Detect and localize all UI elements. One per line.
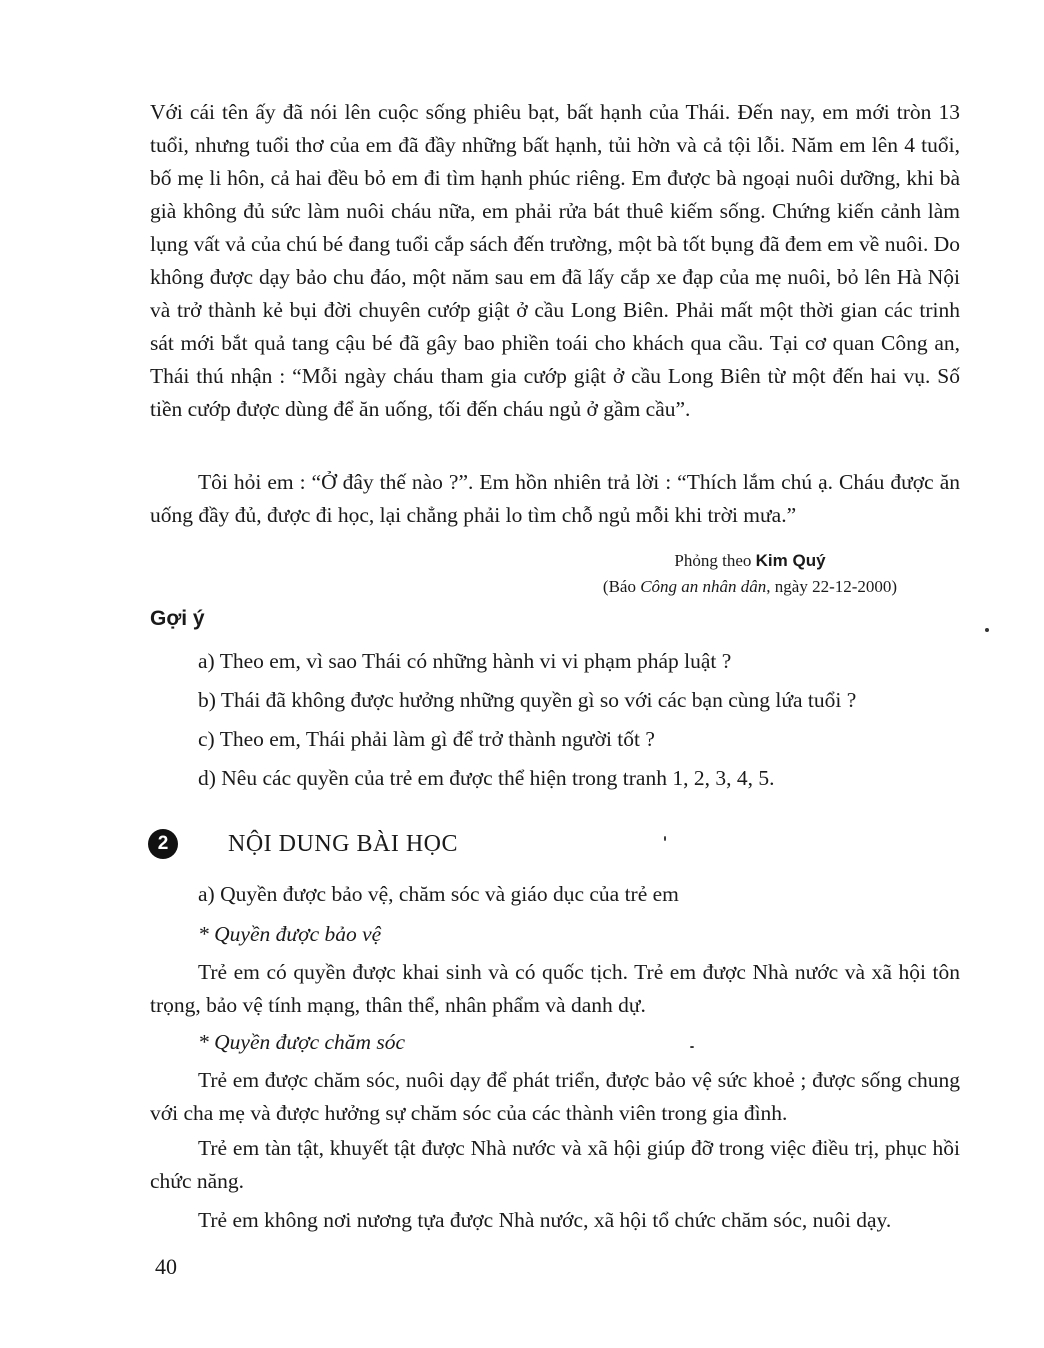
source-open: (Báo xyxy=(602,577,636,596)
source-prefix: Phỏng theo xyxy=(674,551,752,570)
page-number: 40 xyxy=(155,1254,177,1279)
section-number-badge: 2 xyxy=(148,829,178,859)
care-right-text-1: Trẻ em được chăm sóc, nuôi dạy để phát triển, được bảo vệ sức khoẻ ; được sống chung với cha mẹ và được hưởng sự chăm sóc của các thành viên trong gia đình. xyxy=(150,1068,960,1125)
scan-speck xyxy=(985,628,989,632)
scan-speck xyxy=(664,836,666,841)
story-paragraph-2: Tôi hỏi em : “Ở đây thế nào ?”. Em hồn nhiên trả lời : “Thích lắm chú ạ. Cháu được ăn uống đầy đủ, được đi học, lại chẳng phải lo tìm chỗ ngủ mỗi khi trời mưa.” xyxy=(150,470,960,527)
source-author: Kim Quý xyxy=(755,551,826,570)
hint-item: a) Theo em, vì sao Thái có những hành vi vi phạm pháp luật ? xyxy=(198,649,732,673)
protection-right-title: * Quyền được bảo vệ xyxy=(198,922,382,946)
hints-heading: Gợi ý xyxy=(150,607,205,630)
source-newspaper: Công an nhân dân xyxy=(640,577,767,596)
hint-item: b) Thái đã không được hưởng những quyền gì so với các bạn cùng lứa tuổi ? xyxy=(198,688,857,712)
rights-subheading: a) Quyền được bảo vệ, chăm sóc và giáo dục của trẻ em xyxy=(198,882,679,906)
scan-speck xyxy=(690,1046,694,1048)
protection-right-text: Trẻ em có quyền được khai sinh và có quốc tịch. Trẻ em được Nhà nước và xã hội tôn trọng, bảo vệ tính mạng, thân thể, nhân phẩm và danh dự. xyxy=(150,960,960,1017)
section-2-heading xyxy=(148,826,458,862)
section-title: NỘI DUNG BÀI HỌC xyxy=(228,830,458,857)
care-right-title: * Quyền được chăm sóc xyxy=(198,1030,406,1054)
care-right-text-3: Trẻ em không nơi nương tựa được Nhà nước, xã hội tổ chức chăm sóc, nuôi dạy. xyxy=(198,1208,892,1232)
care-right-text-2: Trẻ em tàn tật, khuyết tật được Nhà nước và xã hội giúp đỡ trong việc điều trị, phục hồi chức năng. xyxy=(150,1136,960,1193)
source-attribution xyxy=(540,548,960,600)
source-date: , ngày 22-12-2000) xyxy=(766,577,898,596)
story-paragraph-1: Với cái tên ấy đã nói lên cuộc sống phiêu bạt, bất hạnh của Thái. Đến nay, em mới tròn 13 tuổi, nhưng tuổi thơ của em đã đầy những bất hạnh, tủi hờn và cả tội lỗi. Năm em lên 4 tuổi, bố mẹ li hôn, cả hai đều bỏ em đi tìm hạnh phúc riêng. Em được bà ngoại nuôi dưỡng, khi bà già không đủ sức làm nuôi cháu nữa, em phải rửa bát thuê kiếm sống. Chứng kiến cảnh làm lụng vất vả của chú bé đang tuổi cắp sách đến trường, một bà tốt bụng đã đem em về nuôi. Do không được dạy bảo chu đáo, một năm sau em đã lấy cắp xe đạp của mẹ nuôi, bỏ lên Hà Nội và trở thành kẻ bụi đời chuyên cướp giật ở cầu Long Biên. Phải mất một thời gian các trinh sát mới bắt quả tang cậu bé đã gây bao phiền toái cho khách qua cầu. Tại cơ quan Công an, Thái thú nhận : “Mỗi ngày cháu tham gia cướp giật ở cầu Long Biên từ một đến hai vụ. Số tiền cướp được dùng để ăn uống, tối đến cháu ngủ ở gầm cầu”. xyxy=(150,100,960,421)
hints-list xyxy=(198,645,978,801)
hint-item: c) Theo em, Thái phải làm gì để trở thành người tốt ? xyxy=(198,727,655,751)
hint-item: d) Nêu các quyền của trẻ em được thể hiện trong tranh 1, 2, 3, 4, 5. xyxy=(198,766,775,790)
